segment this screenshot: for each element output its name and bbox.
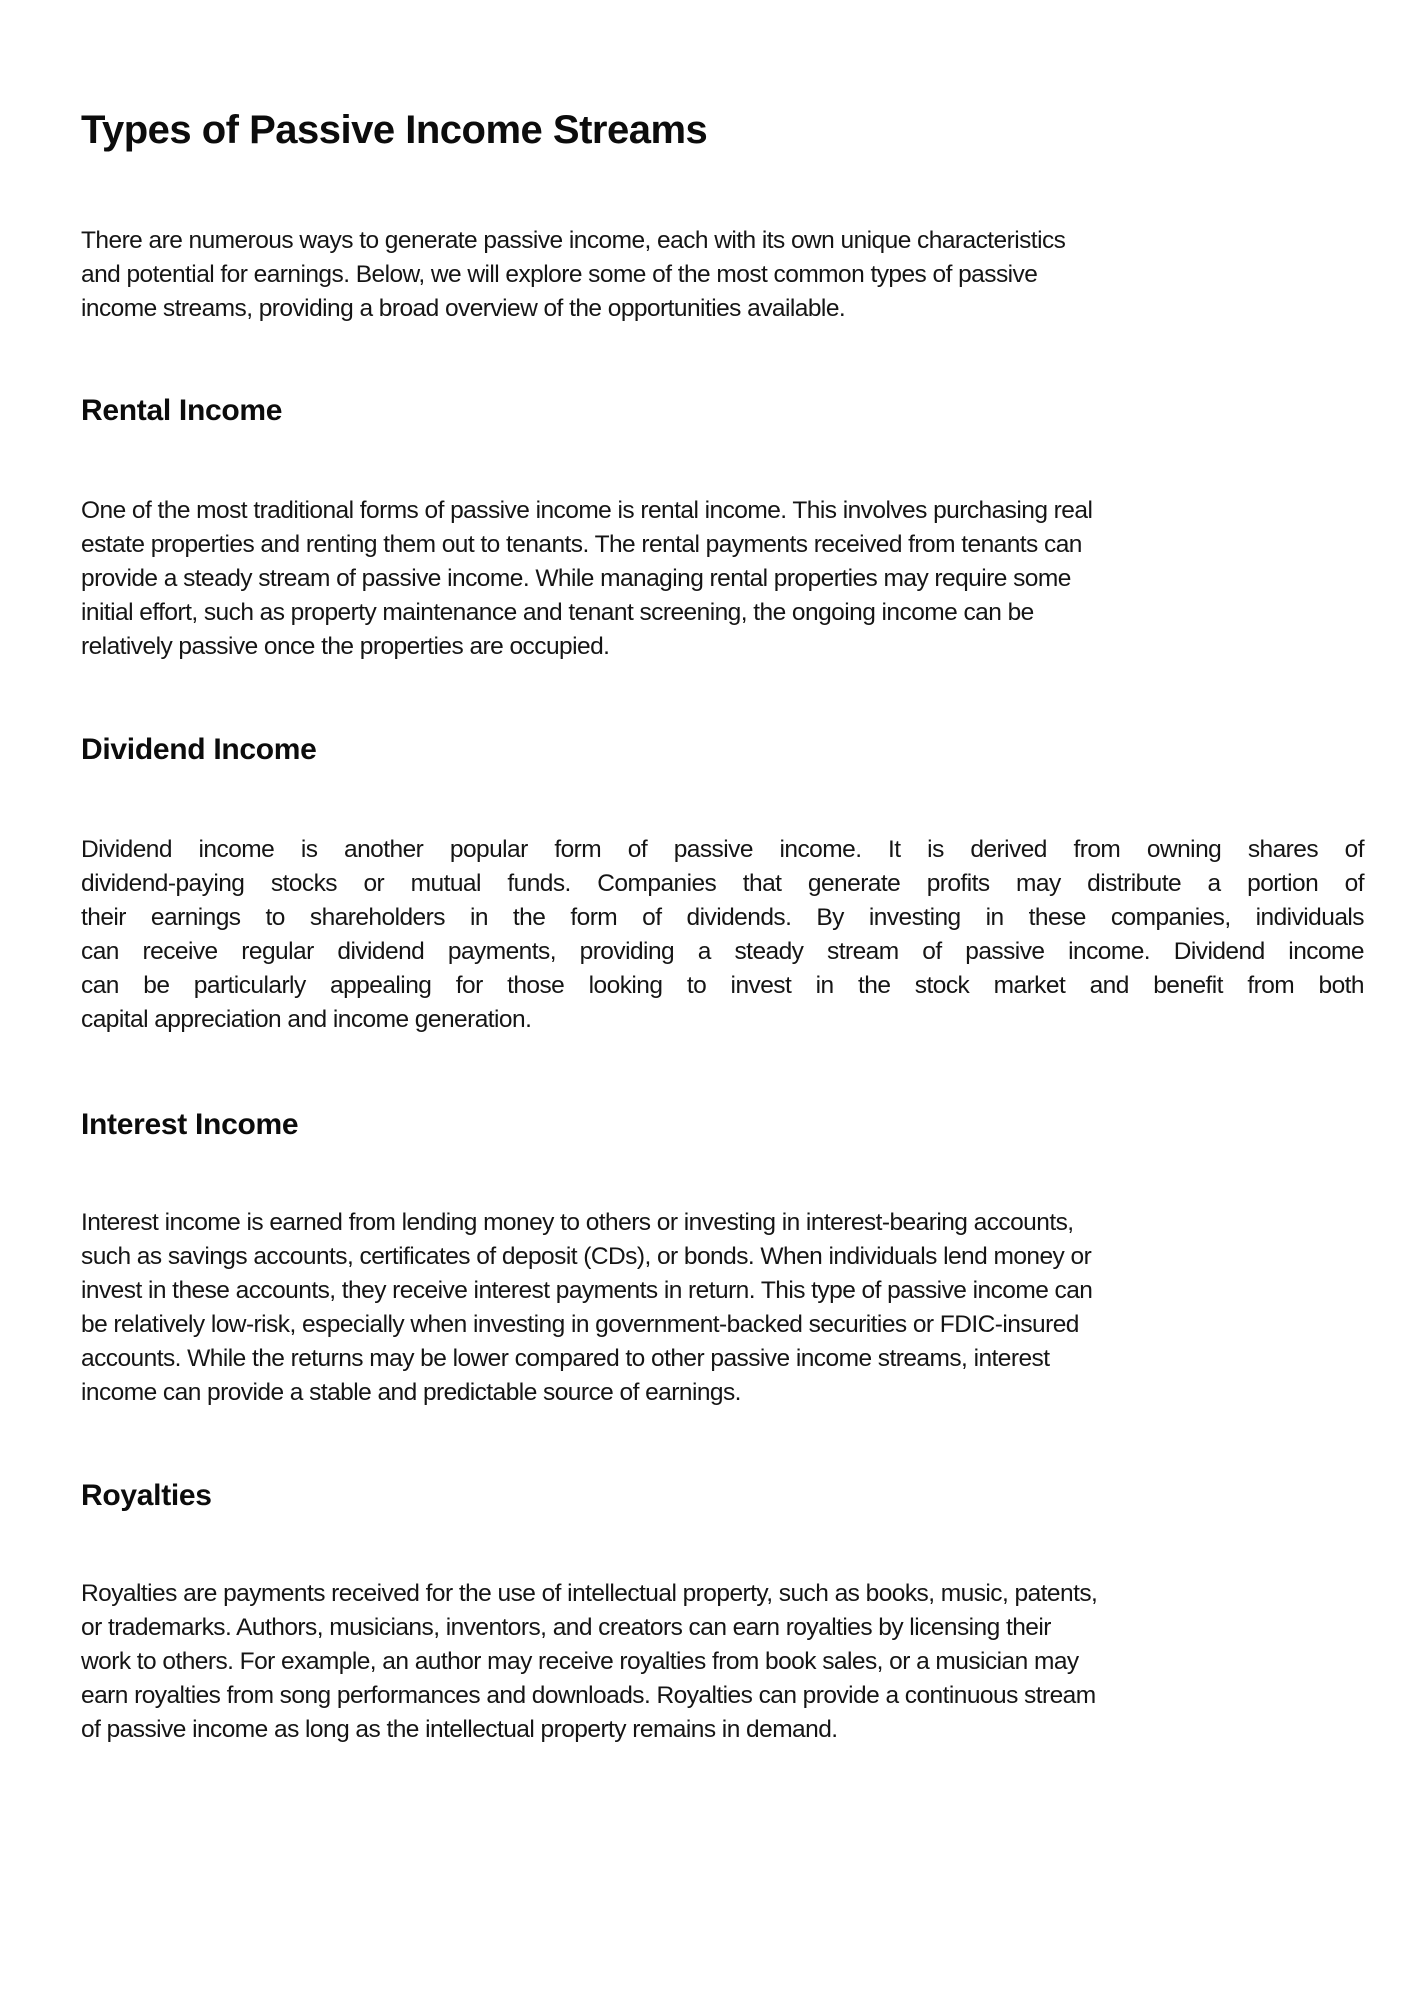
paragraph-line: or trademarks. Authors, musicians, inventors, and creators can earn royalties by licensing their (81, 1614, 1051, 1641)
paragraph-line: provide a steady stream of passive income. While managing rental properties may require some (81, 565, 1071, 592)
paragraph-line: can be particularly appealing for those looking to invest in the stock market and benefit from both (81, 972, 1364, 999)
paragraph-line: income can provide a stable and predictable source of earnings. (81, 1379, 741, 1406)
paragraph-line: Royalties are payments received for the use of intellectual property, such as books, music, patents, (81, 1580, 1098, 1607)
paragraph-line: of passive income as long as the intellectual property remains in demand. (81, 1716, 838, 1743)
page-title: Types of Passive Income Streams (81, 108, 708, 152)
paragraph-line: work to others. For example, an author may receive royalties from book sales, or a musician may (81, 1648, 1079, 1675)
paragraph-line: initial effort, such as property maintenance and tenant screening, the ongoing income can be (81, 599, 1034, 626)
paragraph-line: earn royalties from song performances and downloads. Royalties can provide a continuous stream (81, 1682, 1096, 1709)
section-heading-interest-income: Interest Income (81, 1108, 299, 1141)
section-heading-dividend-income: Dividend Income (81, 733, 317, 766)
section-paragraph-interest-income (81, 1206, 1092, 1410)
paragraph-line: estate properties and renting them out to tenants. The rental payments received from tenants can (81, 531, 1082, 558)
paragraph-line: be relatively low-risk, especially when investing in government-backed securities or FDIC-insured (81, 1311, 1079, 1338)
section-paragraph-dividend-income (81, 833, 1364, 1037)
paragraph-line: Dividend income is another popular form of passive income. It is derived from owning shares of (81, 836, 1364, 863)
paragraph-line: relatively passive once the properties are occupied. (81, 633, 610, 660)
paragraph-line: One of the most traditional forms of passive income is rental income. This involves purchasing real (81, 497, 1093, 524)
paragraph-line: dividend-paying stocks or mutual funds. Companies that generate profits may distribute a portion of (81, 870, 1364, 897)
paragraph-line: Interest income is earned from lending money to others or investing in interest-bearing accounts, (81, 1209, 1074, 1236)
paragraph-line: capital appreciation and income generation. (81, 1006, 532, 1033)
paragraph-line: invest in these accounts, they receive interest payments in return. This type of passive income can (81, 1277, 1093, 1304)
paragraph-line: There are numerous ways to generate passive income, each with its own unique characteristics (81, 227, 1066, 254)
paragraph-line: their earnings to shareholders in the form of dividends. By investing in these companies, individuals (81, 904, 1364, 931)
intro-paragraph (81, 224, 1065, 326)
paragraph-line: such as savings accounts, certificates of deposit (CDs), or bonds. When individuals lend money or (81, 1243, 1092, 1270)
section-heading-royalties: Royalties (81, 1479, 212, 1512)
paragraph-line: can receive regular dividend payments, providing a steady stream of passive income. Dividend income (81, 938, 1364, 965)
paragraph-line: accounts. While the returns may be lower compared to other passive income streams, interest (81, 1345, 1050, 1372)
paragraph-line: income streams, providing a broad overview of the opportunities available. (81, 295, 846, 322)
section-paragraph-rental-income (81, 494, 1092, 664)
section-paragraph-royalties (81, 1577, 1097, 1747)
paragraph-line: and potential for earnings. Below, we will explore some of the most common types of passive (81, 261, 1038, 288)
section-heading-rental-income: Rental Income (81, 394, 283, 427)
